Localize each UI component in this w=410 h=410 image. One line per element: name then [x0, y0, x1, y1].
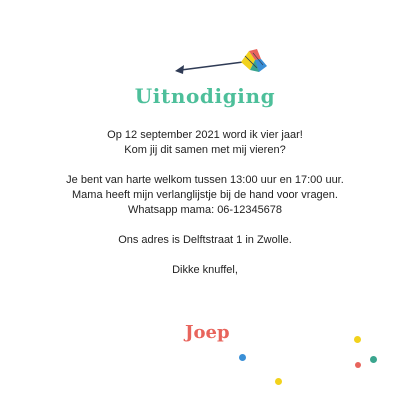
text-line-date: Op 12 september 2021 word ik vier jaar! — [107, 129, 303, 141]
page-title: Uitnodiging — [134, 84, 276, 108]
text-line-closing: Dikke knuffel, — [172, 264, 238, 276]
confetti-dot — [355, 362, 361, 368]
text-line-address: Ons adres is Delftstraat 1 in Zwolle. — [118, 234, 292, 246]
text-line-time: Je bent van harte welkom tussen 13:00 uur en 17:00 uur. — [66, 174, 344, 186]
text-line-wishlist: Mama heeft mijn verlanglijstje bij de hand voor vragen. — [72, 189, 338, 201]
feathered-arrow-icon — [173, 48, 271, 82]
confetti-dot — [239, 354, 246, 361]
signature-logo — [183, 318, 230, 344]
confetti-dot — [275, 378, 282, 385]
text-line-question: Kom jij dit samen met mij vieren? — [124, 144, 286, 156]
confetti-dot — [354, 336, 361, 343]
confetti-dot — [370, 356, 377, 363]
signature-text: Joep — [185, 322, 230, 343]
text-line-whatsapp: Whatsapp mama: 06-12345678 — [127, 204, 283, 216]
invitation-text — [0, 128, 410, 278]
